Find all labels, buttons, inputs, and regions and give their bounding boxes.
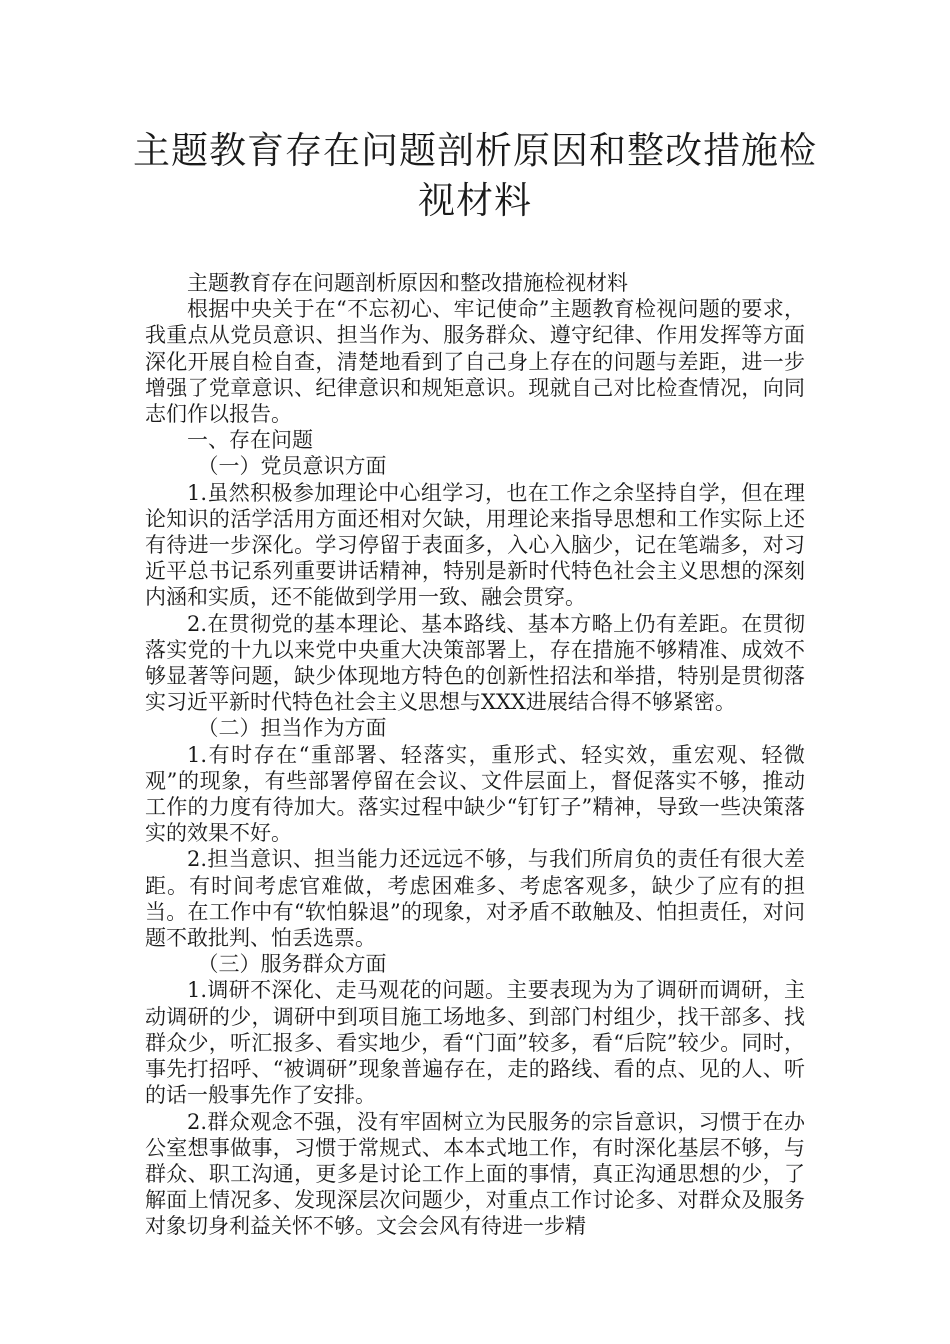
paragraph: 1.调研不深化、走马观花的问题。主要表现为为了调研而调研，主动调研的少，调研中到项目施工场地多、到部门村组少，找干部多、找群众少，听汇报多、看实地少，看“门面”较多，看“后院”较少。同时，事先打招呼、“被调研”现象普遍存在，走的路线、看的点、见的人、听的话一般事先作了安排。 bbox=[145, 978, 805, 1108]
paragraph-intro: 根据中央关于在“不忘初心、牢记使命”主题教育检视问题的要求，我重点从党员意识、担当作为、服务群众、遵守纪律、作用发挥等方面深化开展自检自查，清楚地看到了自己身上存在的问题与差距，进一步增强了党章意识、纪律意识和规矩意识。现就自己对比检查情况，向同志们作以报告。 bbox=[145, 297, 805, 427]
paragraph: 1.有时存在“重部署、轻落实，重形式、轻实效，重宏观、轻微观”的现象，有些部署停留在会议、文件层面上，督促落实不够，推动工作的力度有待加大。落实过程中缺少“钉钉子”精神，导致一些决策落实的效果不好。 bbox=[145, 742, 805, 846]
paragraph: 1.虽然积极参加理论中心组学习，也在工作之余坚持自学，但在理论知识的活学活用方面还相对欠缺，用理论来指导思想和工作实际上还有待进一步深化。学习停留于表面多，入心入脑少，记在笔端多，对习近平总书记系列重要讲话精神，特别是新时代特色社会主义思想的深刻内涵和实质，还不能做到学用一致、融会贯穿。 bbox=[145, 480, 805, 610]
paragraph: 2.担当意识、担当能力还远远不够，与我们所肩负的责任有很大差距。有时间考虑官难做，考虑困难多、考虑客观多，缺少了应有的担当。在工作中有“软怕躲退”的现象，对矛盾不敢触及、怕担责任，对问题不敢批判、怕丢选票。 bbox=[145, 847, 805, 951]
section-heading: 一、存在问题 bbox=[187, 428, 313, 453]
subsection-heading: （一）党员意识方面 bbox=[197, 454, 387, 479]
document-body bbox=[145, 270, 805, 1240]
paragraph: 2.在贯彻党的基本理论、基本路线、基本方略上仍有差距。在贯彻落实党的十九以来党中央重大决策部署上，存在措施不够精准、成效不够显著等问题，缺少体现地方特色的创新性招法和举措，特别是贯彻落实习近平新时代特色社会主义思想与XXX进展结合得不够紧密。 bbox=[145, 611, 805, 715]
subsection-heading: （二）担当作为方面 bbox=[197, 716, 387, 741]
paragraph-subtitle: 主题教育存在问题剖析原因和整改措施检视材料 bbox=[187, 271, 628, 295]
paragraph: 2.群众观念不强，没有牢固树立为民服务的宗旨意识，习惯于在办公室想事做事，习惯于常规式、本本式地工作，有时深化基层不够，与群众、职工沟通，更多是讨论工作上面的事情，真正沟通思想的少，了解面上情况多、发现深层次问题少，对重点工作讨论多、对群众及服务对象切身利益关怀不够。文会会风有待进一步精 bbox=[145, 1109, 805, 1239]
document-title: 主题教育存在问题剖析原因和整改措施检视材料 bbox=[133, 129, 817, 222]
subsection-heading: （三）服务群众方面 bbox=[197, 952, 387, 977]
